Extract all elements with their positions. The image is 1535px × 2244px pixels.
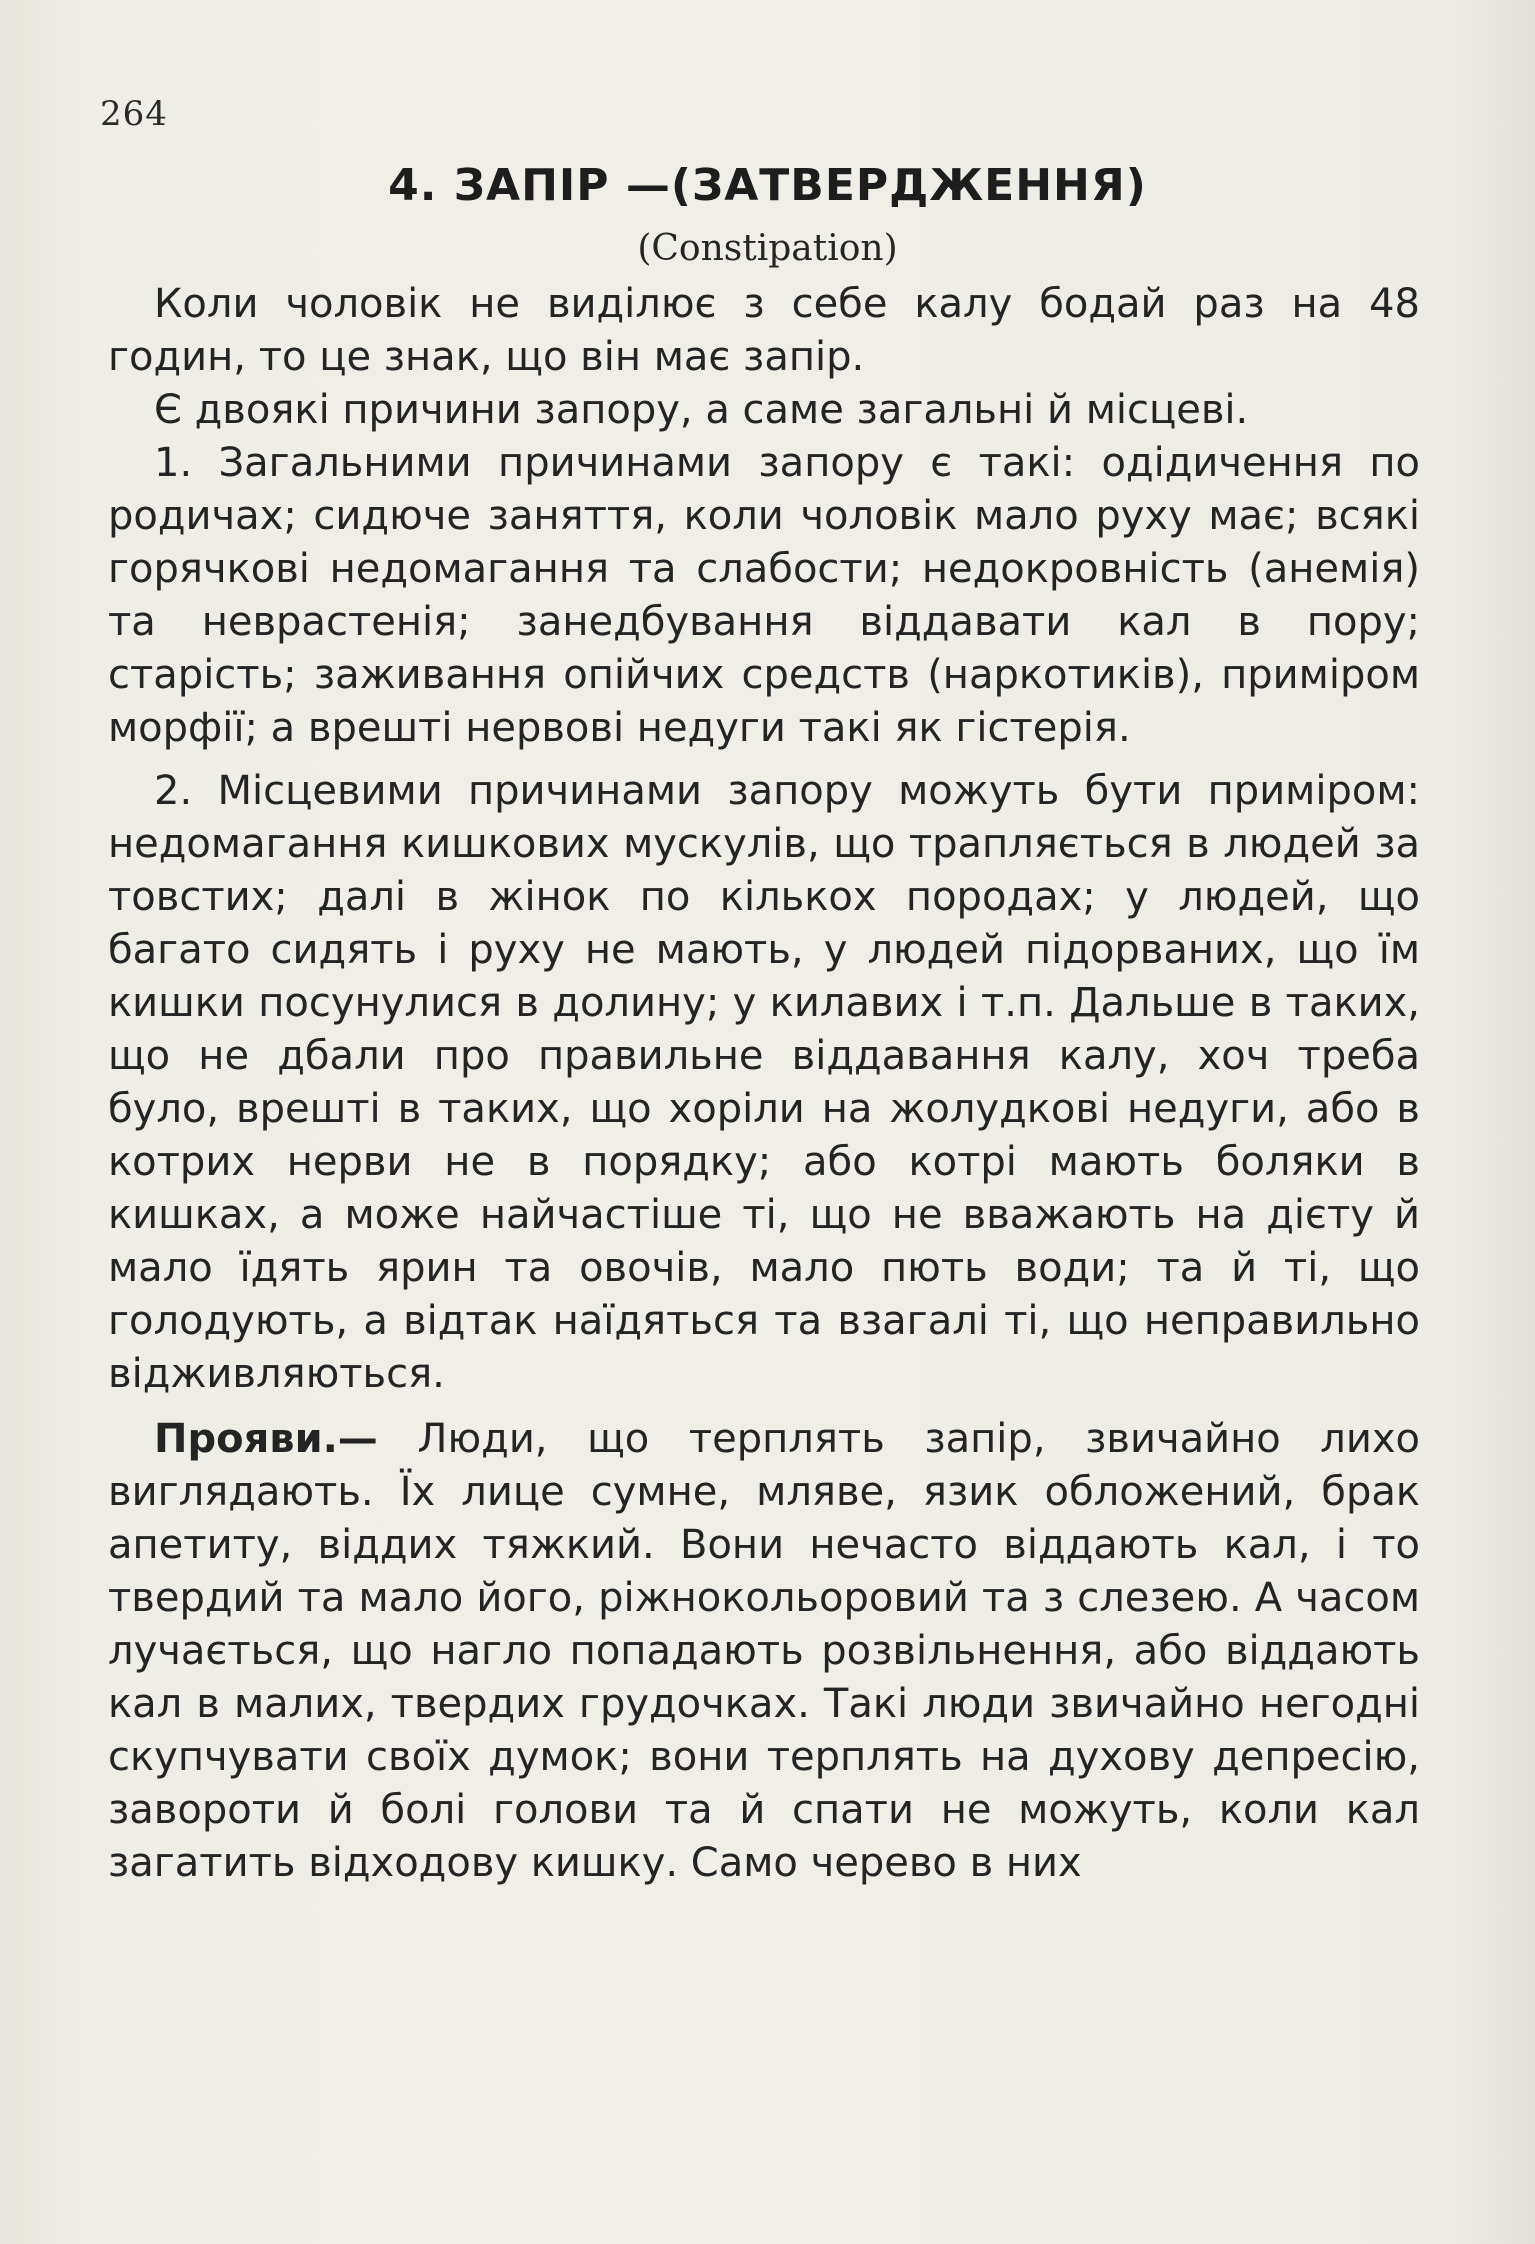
symptoms-text: Люди, що терплять запір, звичайно лихо виглядають. Їх лице сумне, мляве, язик обложений, брак апетиту, віддих тяжкий. Вони нечасто віддають кал, і то твердий та мало його, ріжнокольоровий та з слезею. А часом лучається, що нагло попадають розвільнення, або віддають кал в малих, твердих грудочках. Такі люди звичайно негодні скупчувати своїх думок; вони терплять на духову депресію, завороти й болі голови та й спати не можуть, коли кал загатить відходову кишку. Само черево в них <box>108 1416 1421 1886</box>
paragraph-symptoms <box>108 1413 1420 1890</box>
paragraph-causes: Є двоякі причини запору, а саме загальні й місцеві. <box>154 387 1249 433</box>
section-subtitle: (Constipation) <box>637 228 898 269</box>
paragraph-local-causes: 2. Місцевими причинами запору можуть бути приміром: недомагання кишкових мускулів, що трапляється в людей за товстих; далі в жінок по кількох породах; у людей, що багато сидять і руху не мають, у людей підорваних, що їм кишки посунулися в долину; у килавих і т.п. Дальше в таких, що не дбали про правильне віддавання калу, хоч треба було, врешті в таких, що хоріли на жолудкові недуги, або в котрих нерви не в порядку; або котрі мають боляки в кишках, а може найчастіше ті, що не вважають на дієту й мало їдять ярин та овочів, мало пють води; та й ті, що голодують, а відтак наїдяться та взагалі ті, що неправильно відживляються. <box>108 768 1420 1397</box>
page-number: 264 <box>100 94 168 134</box>
section-title: 4. ЗАПІР —(ЗАТВЕРДЖЕННЯ) <box>388 160 1147 211</box>
symptoms-heading: Прояви.— <box>154 1416 378 1462</box>
body-text <box>108 278 1420 1890</box>
paragraph-general-causes: 1. Загальними причинами запору є такі: одідичення по родичах; сидюче заняття, коли чоловік мало руху має; всякі горячкові недомагання та слабости; недокровність (анемія) та неврастенія; занедбування віддавати кал в пору; старість; заживання опійчих средств (наркотиків), приміром морфії; а врешті нервові недуги такі як гістерія. <box>108 440 1420 751</box>
paragraph-intro: Коли чоловік не виділює з себе калу бодай раз на 48 годин, то це знак, що він має запір. <box>108 281 1420 380</box>
